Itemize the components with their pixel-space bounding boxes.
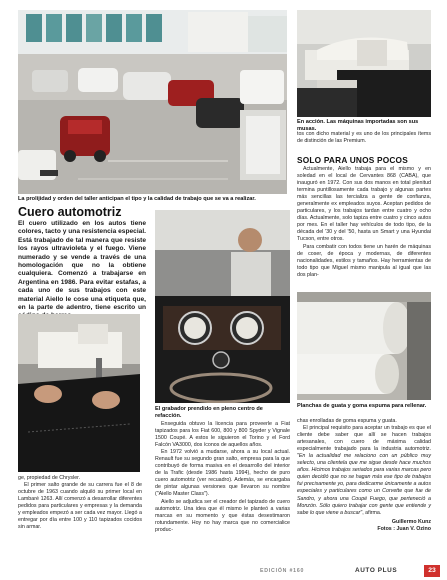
middle-column-text xyxy=(155,421,290,534)
cuero-lead-text: El cuero utilizado en los autos tiene colores, tacto y una resistencia especial. Está trabajado de tal manera que resiste los rayos ultravioleta y el fuego. Viene numerado y se vende a través de una homologación que no la obtiene cualquiera. Comenzó a trabajarse en Argentina en 1986. Para evitar estafas, a cada uno de sus trabajos con este material Aiello le cose una etiqueta que, en la parte de adentro, tiene escrito un xyxy=(18,220,146,312)
cuero-heading: Cuero automotriz xyxy=(18,205,122,219)
middle-paragraph-1: Enseguida obtuvo la licencia para proveerle a Fiat tapizados para los Fiat 600, 800 y 800 Spyder y Vignale 1500 Coupé. A estos le siguieron el Torino y el Ford Falcón VA3000, dos íconos de aquellos años. xyxy=(155,421,290,449)
left-paragraph-1: El primer salto grande de su carrera fue el 8 de octubre de 1963 cuando alquiló su primer local en Lambaré 1263. Allí comenzó a desarrollar diferentes pedidos para particulares y empresas y la demanda y empleados empezó a ser cada vez mayor. Llegó a entregar por día entre 100 y 110 tapizados cocidos sin armar. xyxy=(18,482,142,531)
page-footer xyxy=(260,566,447,578)
sewing-machines-photo xyxy=(297,10,431,117)
photo-credit: Fotos : Juan V. Ozino xyxy=(377,525,431,532)
solo-section-text xyxy=(297,166,431,279)
footer-edition: EDICIÓN #160 xyxy=(260,568,305,574)
workshop-caption: La prolijidad y orden del taller anticipan el tipo y la calidad de trabajo que se va a realizar. xyxy=(18,196,256,202)
right-column-text xyxy=(297,418,431,533)
right-paragraph-1: chas enrolladas de goma espuma y guata. xyxy=(297,418,397,424)
foam-sheets-photo xyxy=(297,292,431,400)
workshop-photo xyxy=(18,10,287,194)
engraver-photo xyxy=(155,210,290,403)
signature: Guillermo Kunz xyxy=(391,518,431,525)
sheets-caption: Planchas de guata y goma espuma para rellenar. xyxy=(297,403,427,409)
right-paragraph-2 xyxy=(297,425,431,517)
machines-caption: En acción. Las máquinas importadas son sus musas. xyxy=(297,119,419,132)
solo-heading: SOLO PARA UNOS POCOS xyxy=(297,155,408,165)
engraver-caption: El grabador prendido en pleno centro de refacción. xyxy=(155,406,263,419)
middle-paragraph-3: Aiello se adjudica ser el creador del tapizado de cuero automotriz. Una idea que él mismo le planteó a varias marcas en su momento y que éstas desestimaron rotundamente. Hoy no hay marca que no comercialice produc- xyxy=(155,498,290,533)
left-paragraph-0: ge, propiedad de Chrysler. xyxy=(18,475,81,481)
right-paragraph-2-plain: El principal requisito para aceptar un trabajo es que el cliente debe saber que allí se hacen trabajos artesanales, con cuero de máxima calidad especialmente trabajado para la industria automotriz. xyxy=(297,425,431,453)
solo-paragraph-2: Para combatir con todos tiene un harén de máquinas de coser, de época y modernas, de diferentes nacionalidades, estilos y tamaños. Hay herramientas de todo tipo que Miguel mismo manipula al igual que las dos plan- xyxy=(297,243,431,278)
col-right-top-text xyxy=(297,131,431,145)
solo-paragraph-1: Actualmente, Aiello trabaja para el mismo y en soledad en el local de Cervantes 868 (CABA), que inauguró en 1972. Con sus dos manos en total plenitud termina puntillosamente cada trabajo y algunas partes más sencillas las tercializa a gente de confianza, generalmente ex empleados suyos. Aceptan pedidos de particulares, y los trabajos tardan entre cuatro y ocho días. Actualmente, solo tapiza entre cuatro y cinco autos por mes. En el taller hay vehículos de todo tipo, de la década del '30 y del '50, hasta un Smart y una Hyundai Tucson, entre otros. xyxy=(297,166,431,243)
right-paragraph-2-quote: "En la actualidad me relaciono con un público muy selecto, una clientela que me sigue desde hace muchos años. Hicimos trabajos seriados para varias marcas pero quien decidió que no se hagan más ese tipo de trabajos fui precisamente yo, para dedicarme únicamente a autos especiales y particulares como un Corvette que fue de Sandro, y ahora una Coupé Fuego, que perteneció a Monzón. Sólo quiero trabajar con gente que entiende y sabe lo que viene a buscar" xyxy=(297,453,431,516)
footer-magazine: AUTO PLUS xyxy=(355,567,398,574)
middle-paragraph-2: En 1972 volvió a mudarse, ahora a su local actual. Renault fue su segundo gran salto, empresa para la que contribuyó de forma masiva en el desarrollo del interior de la Trafic (desde 1986 hasta 1994), hecho de puro cuero automotriz (ver recuadro). Además, se encargaba de pintar algunas versiones que llevaron su nombre ("Aiello Master Class"). xyxy=(155,449,290,498)
footer-page-number: 23 xyxy=(424,565,440,577)
col-right-top-paragraph: tos con dicho material y es uno de los principales ítems de distinción de las Premium. xyxy=(297,131,431,145)
left-column-text xyxy=(18,475,142,531)
sewing-hands-photo xyxy=(18,314,140,472)
right-paragraph-2-end: , afirma. xyxy=(362,509,382,516)
